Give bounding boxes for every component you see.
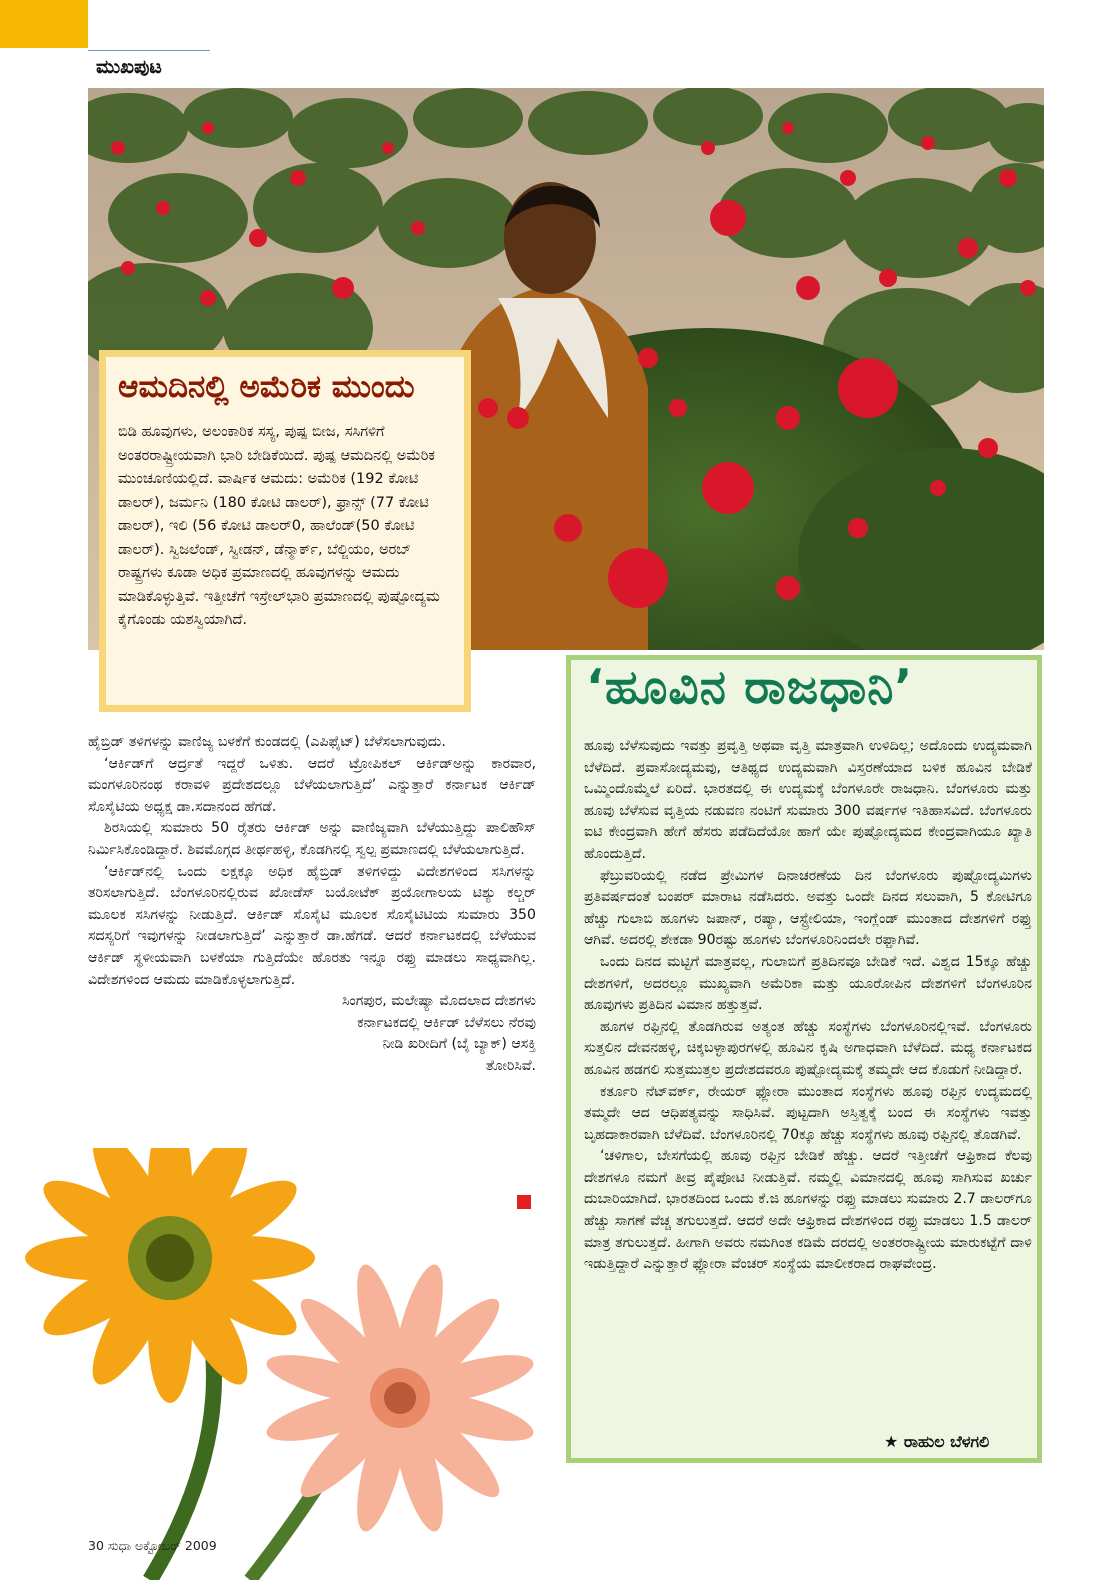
main-paragraph: ‘ಚಳಿಗಾಲ, ಬೇಸಗೆಯಲ್ಲಿ ಹೂವು ರಫ್ತಿನ ಬೇಡಿಕೆ ಹೆಚ್ಚು. ಆದರೆ ಇತ್ತೀಚೆಗೆ ಆಫ್ರಿಕಾದ ಕೆಲವು ದೇಶಗಳೂ ನಮಗೆ ತೀವ್ರ ಪೈಪೋಟಿ ನೀಡುತ್ತಿವೆ. ನಮ್ಮಲ್ಲಿ ವಿಮಾನದಲ್ಲಿ ಹೂವು ಸಾಗಿಸುವ ಖರ್ಚು ದುಬಾರಿಯಾಗಿದೆ. ಭಾರತದಿಂದ ಒಂದು ಕೆ.ಜಿ ಹೂಗಳನ್ನು ರಫ್ತು ಮಾಡಲು ಸುಮಾರು 2.7 ಡಾಲರ್‌ಗೂ ಹೆಚ್ಚು ಸಾಗಣೆ ವೆಚ್ಚ ತಗುಲುತ್ತದೆ. ಆದರೆ ಅದೇ ಆಫ್ರಿಕಾದ ದೇಶಗಳಿಂದ ರಫ್ತು ಮಾಡಲು 1.5 ಡಾಲರ್ ಮಾತ್ರ ತಗುಲುತ್ತದೆ. ಹೀಗಾಗಿ ಅವರು ನಮಗಿಂತ ಕಡಿಮೆ ದರದಲ್ಲಿ ಅಂತರರಾಷ್ಟ್ರೀಯ ಮಾರುಕಟ್ಟೆಗೆ ದಾಳಿ ಇಡುತ್ತಿದ್ದಾರೆ ಎನ್ನುತ್ತಾರೆ ಫ್ಲೋರಾ ವೆಂಚರ್ ಸಂಸ್ಥೆಯ ಮಾಲೀಕರಾದ ರಾಘವೇಂದ್ರ. xyxy=(584,1148,1032,1273)
magazine-date: ಸುಧಾ ಅಕ್ಟೋಬರ್ 2009 xyxy=(107,1538,217,1553)
main-paragraph: ಫೆಬ್ರುವರಿಯಲ್ಲಿ ನಡೆದ ಪ್ರೇಮಿಗಳ ದಿನಾಚರಣೆಯ ದಿನ ಬೆಂಗಳೂರು ಪುಷ್ಪೋದ್ಯಮಿಗಳು ಪ್ರತಿವರ್ಷದಂತೆ ಬಂಪರ್ ಮಾರಾಟ ನಡೆಸಿದರು. ಅವತ್ತು ಒಂದೇ ದಿನದ ಸಲುವಾಗಿ, 5 ಕೋಟಿಗೂ ಹೆಚ್ಚು ಗುಲಾಬಿ ಹೂಗಳು ಜಪಾನ್, ರಷ್ಯಾ, ಆಸ್ಟ್ರೇಲಿಯಾ, ಇಂಗ್ಲೆಂಡ್ ಮುಂತಾದ ದೇಶಗಳಿಗೆ ರಫ್ತು ಆಗಿವೆ. ಅದರಲ್ಲಿ ಶೇಕಡಾ 90ರಷ್ಟು ಹೂಗಳು ಬೆಂಗಳೂರಿನಿಂದಲೇ ರಫ್ತಾಗಿವೆ. xyxy=(584,867,1032,949)
main-paragraph: ಒಂದು ದಿನದ ಮಟ್ಟಿಗೆ ಮಾತ್ರವಲ್ಲ, ಗುಲಾಬಿಗೆ ಪ್ರತಿದಿನವೂ ಬೇಡಿಕೆ ಇದೆ. ವಿಶ್ವದ 15ಕ್ಕೂ ಹೆಚ್ಚು ದೇಶಗಳಿಗೆ, ಅದರಲ್ಲೂ ಮುಖ್ಯವಾಗಿ ಅಮೆರಿಕಾ ಮತ್ತು ಯೂರೋಪಿನ ದೇಶಗಳಿಗೆ ಬೆಂಗಳೂರಿನ ಹೂವುಗಳು ಪ್ರತಿದಿನ ವಿಮಾನ ಹತ್ತುತ್ತವೆ. xyxy=(584,953,1032,1014)
section-label: ಮುಖಪುಟ xyxy=(96,56,162,78)
left-tail-line: ಸಿಂಗಪುರ, ಮಲೇಷ್ಯಾ ಮೊದಲಾದ ದೇಶಗಳು xyxy=(342,993,536,1010)
left-paragraph: ಶಿರಸಿಯಲ್ಲಿ ಸುಮಾರು 50 ರೈತರು ಆರ್ಕಿಡ್ ಅನ್ನು ವಾಣಿಜ್ಯವಾಗಿ ಬೆಳೆಯುತ್ತಿದ್ದು ಪಾಲಿಹೌಸ್ ನಿರ್ಮಿಸಿಕೊಂಡಿದ್ದಾರೆ. ಶಿವಮೊಗ್ಗದ ತೀರ್ಥಹಳ್ಳಿ, ಕೊಡಗಿನಲ್ಲಿ ಸ್ವಲ್ಪ ಪ್ರಮಾಣದಲ್ಲಿ ಬೆಳೆಯಲಾಗುತ್ತಿದೆ. xyxy=(88,820,536,858)
main-paragraph: ಹೂಗಳ ರಫ್ತಿನಲ್ಲಿ ತೊಡಗಿರುವ ಅತ್ಯಂತ ಹೆಚ್ಚು ಸಂಸ್ಥೆಗಳು ಬೆಂಗಳೂರಿನಲ್ಲಿಇವೆ. ಬೆಂಗಳೂರು ಸುತ್ತಲಿನ ದೇವನಹಳ್ಳಿ, ಚಿಕ್ಕಬಳ್ಳಾಪುರಗಳಲ್ಲಿ ಹೂವಿನ ಕೃಷಿ ಅಗಾಧವಾಗಿ ಬೆಳೆದಿದೆ. ಮಧ್ಯ ಕರ್ನಾಟಕದ ಹೂವಿನ ಹಡಗಲಿ ಸುತ್ತಮುತ್ತಲ ಪ್ರದೇಶದವರೂ ಪುಷ್ಪೋದ್ಯಮಕ್ಕೆ ತಮ್ಮದೇ ಆದ ಕೊಡುಗೆ ನೀಡಿದ್ದಾರೆ. xyxy=(584,1018,1032,1078)
left-paragraph: ‘ಆರ್ಕಿಡ್‌ನಲ್ಲಿ ಒಂದು ಲಕ್ಷಕ್ಕೂ ಅಧಿಕ ಹೈಬ್ರಿಡ್ ತಳಿಗಳಿದ್ದು ವಿದೇಶಗಳಿಂದ ಸಸಿಗಳನ್ನು ತರಿಸಲಾಗುತ್ತಿದೆ. ಬೆಂಗಳೂರಿನಲ್ಲಿರುವ ಖೋಡೆಸ್ ಬಯೋಟೆಕ್ ಪ್ರಯೋಗಾಲಯ ಟಿಶ್ಯು ಕಲ್ಚರ್ ಮೂಲಕ ಸಸಿಗಳನ್ನು ನೀಡುತ್ತಿದೆ. ಆರ್ಕಿಡ್ ಸೊಸೈಟಿ ಮೂಲಕ ಸೊಸೈಟಿಟಿಯ ಸುಮಾರು 350 ಸದಸ್ಯರಿಗೆ ಇವುಗಳನ್ನು ನೀಡಲಾಗುತ್ತಿದೆ’ ಎನ್ನುತ್ತಾರೆ ಡಾ.ಹೆಗಡೆ. ಆದರೆ ಕರ್ನಾಟಕದಲ್ಲಿ ಬೆಳೆಯುವ ಆರ್ಕಿಡ್ ಸ್ಥಳೀಯವಾಗಿ ಬಳಕೆಯಾ ಗುತ್ತಿದೆಯೇ ಹೊರತು ಇನ್ನೂ ರಫ್ತು ಮಾಡಲು ಸಾಧ್ಯವಾಗಿಲ್ಲ. ವಿದೇಶಗಳಿಂದ ಆಮದು ಮಾಡಿಕೊಳ್ಳಲಾಗುತ್ತಿದೆ. xyxy=(88,863,536,988)
import-sidebar xyxy=(99,350,471,712)
byline xyxy=(884,1432,989,1452)
left-continuation: ಹೈಬ್ರಿಡ್ ತಳಿಗಳನ್ನು ವಾಣಿಜ್ಯ ಬಳಕೆಗೆ ಕುಂಡದಲ್ಲಿ (ಎಪಿಫೈಟ್) ಬೆಳೆಸಲಾಗುವುದು. xyxy=(88,734,446,750)
star-icon: ★ xyxy=(884,1432,899,1451)
left-tail-line: ತೋರಿಸಿವೆ. xyxy=(485,1057,536,1074)
left-column-body xyxy=(88,732,536,1078)
left-paragraph: ‘ಆರ್ಕಿಡ್‌ಗೆ ಆರ್ದ್ರತೆ ಇದ್ದರೆ ಒಳಿತು. ಆದರೆ ಟ್ರೋಪಿಕಲ್ ಆರ್ಕಿಡ್‌ಅನ್ನು ಕಾರವಾರ, ಮಂಗಳೂರಿನಂಥ ಕರಾವಳಿ ಪ್ರದೇಶದಲ್ಲೂ ಬೆಳೆಯಲಾಗುತ್ತಿದೆ’ ಎನ್ನುತ್ತಾರೆ ಕರ್ನಾಟಕ ಆರ್ಕಿಡ್ ಸೊಸೈಟಿಯ ಅಧ್ಯಕ್ಷ ಡಾ.ಸದಾನಂದ ಹೆಗಡೆ. xyxy=(88,755,536,815)
left-tail-line: ನೀಡಿ ಖರೀದಿಗೆ (ಬೈ ಬ್ಯಾಕ್) ಆಸಕ್ತಿ xyxy=(382,1036,536,1053)
gerbera-illustration xyxy=(0,1148,560,1580)
main-article-title: ‘ಹೂವಿನ ರಾಜಧಾನಿ’ xyxy=(586,660,914,715)
main-article-body xyxy=(584,736,1032,1276)
gerbera-flowers-image xyxy=(0,1148,560,1580)
section-rule xyxy=(88,50,210,51)
sidebar-title: ಆಮದಿನಲ್ಲಿ ಅಮೆರಿಕ ಮುಂದು xyxy=(118,369,415,405)
page-footer xyxy=(88,1538,217,1554)
sidebar-body: ಬಿಡಿ ಹೂವುಗಳು, ಅಲಂಕಾರಿಕ ಸಸ್ಯ, ಪುಷ್ಪ ಬೀಜ, ಸಸಿಗಳಿಗೆ ಅಂತರರಾಷ್ಟ್ರೀಯವಾಗಿ ಭಾರಿ ಬೇಡಿಕೆಯಿದೆ. ಪುಷ್ಪ ಆಮದಿನಲ್ಲಿ ಅಮೆರಿಕ ಮುಂಚೂಣಿಯಲ್ಲಿದೆ. ವಾರ್ಷಿಕ ಆಮದು: ಅಮೆರಿಕ (192 ಕೋಟಿ ಡಾಲರ್), ಜರ್ಮನಿ (180 ಕೋಟಿ ಡಾಲರ್), ಫ್ರಾನ್ಸ್ (77 ಕೋಟಿ ಡಾಲರ್), ಇಲಿ (56 ಕೋಟಿ ಡಾಲರ್0, ಹಾಲೆಂಡ್(50 ಕೋಟಿ ಡಾಲರ್). ಸ್ವಿಜಲೆಂಡ್, ಸ್ವೀಡನ್, ಡೆನ್ಮಾರ್ಕ್, ಬೆಲ್ಜಿಯಂ, ಅರಬ್ ರಾಷ್ಟ್ರಗಳು ಕೂಡಾ ಅಧಿಕ ಪ್ರಮಾಣದಲ್ಲಿ ಹೂವುಗಳನ್ನು ಆಮದು ಮಾಡಿಕೊಳ್ಳುತ್ತಿವೆ. ಇತ್ತೀಚೆಗೆ ಇಸ್ರೇಲ್‌ಭಾರಿ ಪ್ರಮಾಣದಲ್ಲಿ ಪುಷ್ಪೋದ್ಯಮ ಕೈಗೊಂಡು ಯಶಸ್ವಿಯಾಗಿದೆ. xyxy=(118,424,440,628)
main-paragraph: ಹೂವು ಬೆಳೆಸುವುದು ಇವತ್ತು ಪ್ರವೃತ್ತಿ ಅಥವಾ ವೃತ್ತಿ ಮಾತ್ರವಾಗಿ ಉಳಿದಿಲ್ಲ; ಅದೊಂದು ಉದ್ಯಮವಾಗಿ ಬೆಳೆದಿದೆ. ಪ್ರವಾಸೋದ್ಯಮವು, ಆತಿಥ್ಯದ ಉದ್ಯಮವಾಗಿ ವಿಸ್ತರಣೆಯಾದ ಬಳಿಕ ಹೂವಿನ ಬೇಡಿಕೆ ಒಮ್ಮಿಂದೊಮ್ಮೆಲೆ ಏರಿದೆ. ಭಾರತದಲ್ಲಿ ಈ ಉದ್ಯಮಕ್ಕೆ ಬೆಂಗಳೂರೇ ರಾಜಧಾನಿ. ಬೆಂಗಳೂರು ಮತ್ತು ಹೂವು ಬೆಳೆಸುವ ವೃತ್ತಿಯ ನಡುವಣ ನಂಟಿಗೆ ಸುಮಾರು 300 ವರ್ಷಗಳ ಇತಿಹಾಸವಿದೆ. ಬೆಂಗಳೂರು ಐಟಿ ಕೇಂದ್ರವಾಗಿ ಹೇಗೆ ಹೆಸರು ಪಡೆದಿದೆಯೋ ಹಾಗೆ ಯೇ ಪುಷ್ಪೋದ್ಯಮದ ಕೇಂದ್ರವಾಗಿಯೂ ಖ್ಯಾತಿ ಹೊಂದುತ್ತಿದೆ. xyxy=(584,738,1032,862)
section-tab-accent xyxy=(0,0,88,48)
main-paragraph: ಕರ್ತೂರಿ ನೆಟ್‌ವರ್ಕ್, ರೇಯರ್ ಫ್ಲೋರಾ ಮುಂತಾದ ಸಂಸ್ಥೆಗಳು ಹೂವು ರಫ್ತಿನ ಉದ್ಯಮದಲ್ಲಿ ತಮ್ಮದೇ ಆದ ಆಧಿಪತ್ಯವನ್ನು ಸಾಧಿಸಿವೆ. ಪುಟ್ಟದಾಗಿ ಅಸ್ತಿತ್ವಕ್ಕೆ ಬಂದ ಈ ಸಂಸ್ಥೆಗಳು ಇವತ್ತು ಬೃಹದಾಕಾರವಾಗಿ ಬೆಳೆದಿವೆ. ಬೆಂಗಳೂರಿನಲ್ಲಿ 70ಕ್ಕೂ ಹೆಚ್ಚು ಸಂಸ್ಥೆಗಳು ಹೂವು ರಫ್ತಿನಲ್ಲಿ ತೊಡಗಿವೆ. xyxy=(584,1083,1032,1143)
left-tail-line: ಕರ್ನಾಟಕದಲ್ಲಿ ಆರ್ಕಿಡ್ ಬೆಳೆಸಲು ನೆರವು xyxy=(357,1014,536,1031)
left-tail xyxy=(88,991,536,1077)
page-number: 30 xyxy=(88,1538,104,1553)
author-name: ರಾಹುಲ ಬೆಳಗಲಿ xyxy=(903,1432,990,1451)
